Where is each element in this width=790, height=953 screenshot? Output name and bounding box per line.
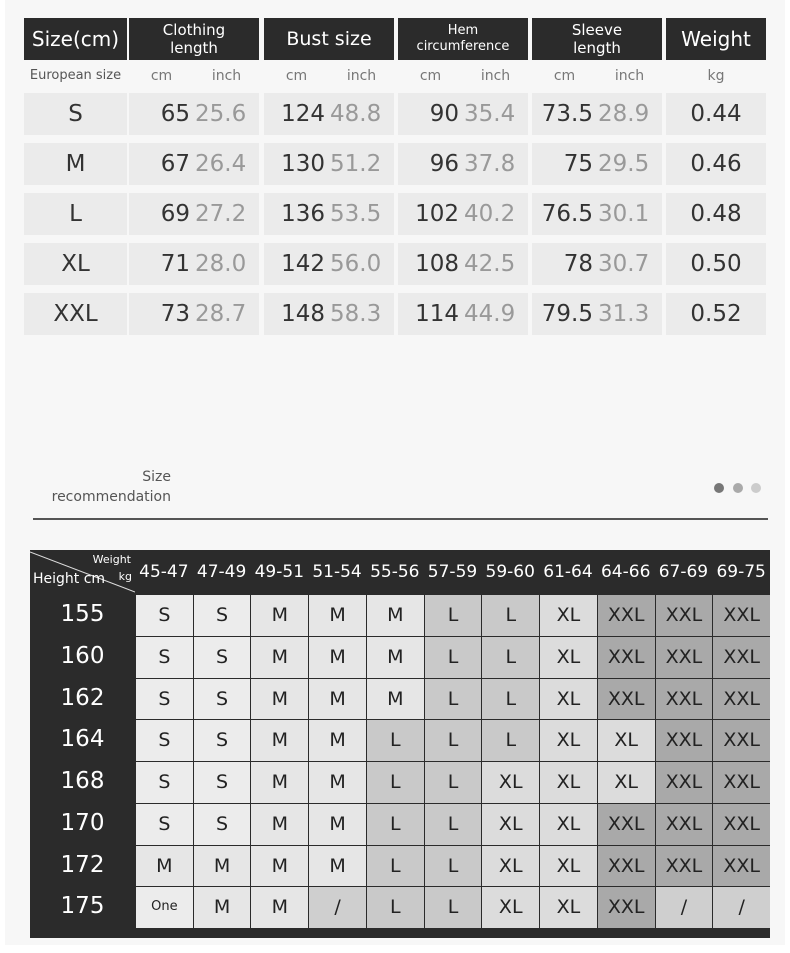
length-inch-value: 26.4 bbox=[195, 151, 247, 177]
size-recommendation-cell: M bbox=[251, 846, 308, 887]
size-recommendation-cell: XXL bbox=[713, 846, 770, 887]
sleeve-cm-value: 75 bbox=[563, 151, 593, 177]
weight-cell bbox=[666, 193, 766, 235]
height-row-header: 155 bbox=[60, 601, 105, 627]
length-cell bbox=[129, 93, 259, 135]
height-row-header: 175 bbox=[60, 893, 105, 920]
size-recommendation-cell: M bbox=[309, 846, 366, 887]
hem-cm-value: 102 bbox=[415, 201, 459, 227]
hem-inch-value: 44.9 bbox=[464, 301, 516, 327]
length-cm-value: 69 bbox=[160, 201, 190, 227]
height-row-header: 164 bbox=[60, 726, 105, 753]
size-recommendation-cell: S bbox=[136, 804, 193, 845]
unit-pair bbox=[264, 68, 394, 90]
size-recommendation-cell: / bbox=[656, 887, 713, 928]
size-recommendation-cell: XXL bbox=[656, 595, 713, 636]
divider bbox=[33, 518, 768, 520]
weight-cell bbox=[666, 143, 766, 185]
sleeve-cell bbox=[532, 243, 662, 285]
sleeve-inch-value: 30.7 bbox=[598, 251, 650, 277]
weight-range-header: 47-49 bbox=[196, 562, 247, 582]
size-recommendation-cell: L bbox=[425, 679, 482, 720]
height-row-header: 168 bbox=[60, 768, 105, 794]
size-recommendation-cell: M bbox=[309, 595, 366, 636]
weight-range-header: 51-54 bbox=[312, 562, 362, 582]
header-clothing-length bbox=[129, 18, 259, 60]
size-label-cell bbox=[24, 243, 127, 285]
size-recommendation-cell: XL bbox=[598, 720, 655, 761]
sleeve-cell bbox=[532, 293, 662, 335]
size-recommendation-cell: XXL bbox=[598, 595, 655, 636]
hem-cell bbox=[398, 243, 528, 285]
weight-range-header: 59-60 bbox=[485, 562, 535, 582]
hem-inch-value: 37.8 bbox=[464, 151, 516, 177]
length-inch-value: 28.7 bbox=[195, 301, 247, 327]
bust-cell bbox=[264, 93, 394, 135]
size-recommendation-cell: L bbox=[482, 637, 539, 678]
weight-range-header: 64-66 bbox=[600, 562, 651, 582]
size-recommendation-cell: S bbox=[194, 762, 251, 803]
length-cm-value: 73 bbox=[160, 301, 190, 327]
weight-range-header: 49-51 bbox=[254, 562, 305, 582]
size-recommendation-cell: L bbox=[367, 720, 424, 761]
sleeve-inch-value: 31.3 bbox=[598, 301, 650, 327]
length-cm-value: 67 bbox=[160, 151, 190, 177]
size-recommendation-cell: XXL bbox=[713, 637, 770, 678]
length-cell bbox=[129, 293, 259, 335]
unit-inch: inch bbox=[211, 68, 242, 84]
weight-range-header: 69-75 bbox=[716, 562, 766, 582]
size-recommendation-cell: S bbox=[194, 804, 251, 845]
hem-inch-value: 35.4 bbox=[464, 101, 516, 127]
hem-cell bbox=[398, 293, 528, 335]
hem-cm-value: 90 bbox=[429, 101, 459, 127]
weight-range-header: 57-59 bbox=[427, 562, 478, 582]
size-recommendation-cell: XXL bbox=[598, 637, 655, 678]
size-recommendation-cell: M bbox=[251, 762, 308, 803]
table-corner-header bbox=[30, 550, 135, 594]
header-sleeve-length bbox=[532, 18, 662, 60]
size-recommendation-cell: S bbox=[136, 595, 193, 636]
weight-value: 0.48 bbox=[690, 201, 742, 227]
size-recommendation-cell: XL bbox=[540, 804, 597, 845]
hem-inch-value: 42.5 bbox=[464, 251, 516, 277]
size-recommendation-cell: M bbox=[367, 679, 424, 720]
size-recommendation-cell: XXL bbox=[656, 637, 713, 678]
size-recommendation-cell: / bbox=[713, 887, 770, 928]
size-recommendation-table bbox=[30, 550, 770, 938]
size-recommendation-cell: XXL bbox=[713, 679, 770, 720]
sleeve-inch-value: 28.9 bbox=[598, 101, 650, 127]
size-recommendation-cell: XL bbox=[482, 846, 539, 887]
size-recommendation-cell: L bbox=[425, 720, 482, 761]
bust-cm-value: 130 bbox=[281, 151, 325, 177]
unit-cm: cm bbox=[150, 68, 173, 84]
kg-label: kg bbox=[118, 570, 132, 583]
hem-cell bbox=[398, 193, 528, 235]
sleeve-cm-value: 79.5 bbox=[541, 301, 593, 327]
sleeve-cm-value: 73.5 bbox=[541, 101, 593, 127]
size-chart-panel bbox=[5, 0, 785, 945]
unit-european-size: European size bbox=[29, 68, 122, 83]
size-recommendation-cell: L bbox=[367, 804, 424, 845]
unit-pair bbox=[129, 68, 259, 90]
hem-cell bbox=[398, 143, 528, 185]
size-recommendation-cell: L bbox=[482, 679, 539, 720]
weight-range-header: 45-47 bbox=[139, 562, 189, 582]
size-recommendation-cell: XL bbox=[540, 720, 597, 761]
size-recommendation-cell: L bbox=[425, 846, 482, 887]
size-recommendation-cell: XL bbox=[540, 762, 597, 803]
size-recommendation-cell: L bbox=[425, 637, 482, 678]
size-recommendation-cell: XL bbox=[540, 595, 597, 636]
sleeve-cm-value: 78 bbox=[563, 251, 593, 277]
size-recommendation-cell: XL bbox=[482, 887, 539, 928]
size-recommendation-cell: XXL bbox=[598, 804, 655, 845]
weight-value: 0.50 bbox=[690, 251, 742, 277]
hem-cell bbox=[398, 93, 528, 135]
size-recommendation-cell: XXL bbox=[656, 762, 713, 803]
size-recommendation-cell: One bbox=[136, 887, 193, 928]
sleeve-cell bbox=[532, 143, 662, 185]
header-sleeve-length-label: Sleeve length bbox=[571, 21, 623, 57]
size-recommendation-cell: M bbox=[309, 762, 366, 803]
size-recommendation-cell: XL bbox=[540, 637, 597, 678]
size-recommendation-cell: L bbox=[367, 846, 424, 887]
weight-value: 0.44 bbox=[690, 101, 742, 127]
size-recommendation-cell: M bbox=[251, 804, 308, 845]
size-recommendation-cell: S bbox=[194, 720, 251, 761]
header-weight bbox=[666, 18, 766, 60]
bust-cell bbox=[264, 143, 394, 185]
size-recommendation-cell: M bbox=[309, 679, 366, 720]
size-recommendation-cell: XXL bbox=[598, 846, 655, 887]
size-recommendation-cell: XXL bbox=[713, 804, 770, 845]
size-recommendation-cell: M bbox=[251, 595, 308, 636]
height-row-header: 170 bbox=[60, 809, 105, 836]
weight-range-header: 67-69 bbox=[658, 562, 709, 582]
carousel-dot[interactable] bbox=[751, 483, 761, 493]
unit-inch: inch bbox=[346, 68, 377, 84]
unit-pair bbox=[398, 68, 528, 90]
length-inch-value: 25.6 bbox=[195, 101, 247, 127]
height-label: Height cm bbox=[33, 571, 106, 587]
size-recommendation-cell: M bbox=[251, 679, 308, 720]
size-recommendation-cell: XL bbox=[482, 762, 539, 803]
weight-value: 0.46 bbox=[690, 151, 742, 177]
sleeve-inch-value: 30.1 bbox=[598, 201, 650, 227]
bust-inch-value: 48.8 bbox=[330, 101, 382, 127]
size-recommendation-cell: / bbox=[309, 887, 366, 928]
header-size-label: Size(cm) bbox=[31, 27, 120, 51]
weight-label: Weight bbox=[92, 553, 131, 566]
height-row-header: 162 bbox=[60, 684, 105, 711]
size-label: M bbox=[65, 151, 86, 177]
sleeve-cell bbox=[532, 93, 662, 135]
header-bust-size-label: Bust size bbox=[286, 27, 372, 50]
size-recommendation-cell: L bbox=[425, 762, 482, 803]
size-recommendation-cell: XL bbox=[598, 762, 655, 803]
size-label: XL bbox=[61, 251, 90, 277]
size-label-cell bbox=[24, 93, 127, 135]
length-inch-value: 27.2 bbox=[195, 201, 247, 227]
weight-cell bbox=[666, 93, 766, 135]
size-recommendation-cell: M bbox=[251, 637, 308, 678]
size-recommendation-cell: XXL bbox=[713, 762, 770, 803]
bust-cell bbox=[264, 293, 394, 335]
size-label-cell bbox=[24, 293, 127, 335]
length-cm-value: 65 bbox=[160, 101, 190, 127]
size-recommendation-cell: M bbox=[136, 846, 193, 887]
size-recommendation-cell: XXL bbox=[598, 887, 655, 928]
carousel-dot-active[interactable] bbox=[714, 483, 724, 493]
unit-inch: inch bbox=[480, 68, 511, 84]
size-recommendation-cell: XXL bbox=[598, 679, 655, 720]
sleeve-cell bbox=[532, 193, 662, 235]
size-recommendation-cell: XXL bbox=[713, 720, 770, 761]
length-cell bbox=[129, 193, 259, 235]
size-recommendation-cell: M bbox=[309, 637, 366, 678]
bust-cm-value: 142 bbox=[281, 251, 325, 277]
size-label-cell bbox=[24, 143, 127, 185]
bust-cell bbox=[264, 193, 394, 235]
carousel-dot[interactable] bbox=[733, 483, 743, 493]
size-recommendation-cell: M bbox=[194, 887, 251, 928]
bust-cm-value: 124 bbox=[281, 101, 325, 127]
size-label: L bbox=[69, 201, 82, 227]
header-hem-circumference bbox=[398, 18, 528, 60]
bust-inch-value: 53.5 bbox=[330, 201, 382, 227]
unit-cm: cm bbox=[553, 68, 576, 84]
size-recommendation-cell: XXL bbox=[656, 846, 713, 887]
hem-cm-value: 114 bbox=[415, 301, 459, 327]
unit-kg: kg bbox=[707, 68, 725, 84]
header-clothing-length-label: Clothing length bbox=[162, 21, 226, 57]
bust-cell bbox=[264, 243, 394, 285]
length-cm-value: 71 bbox=[160, 251, 190, 277]
height-row-header: 160 bbox=[60, 642, 105, 669]
size-recommendation-cell: XL bbox=[540, 887, 597, 928]
size-recommendation-cell: M bbox=[251, 887, 308, 928]
size-recommendation-cell: XXL bbox=[656, 804, 713, 845]
size-recommendation-cell: XL bbox=[540, 846, 597, 887]
size-recommendation-cell: XXL bbox=[713, 595, 770, 636]
bust-cm-value: 136 bbox=[281, 201, 325, 227]
size-recommendation-cell: M bbox=[251, 720, 308, 761]
size-recommendation-cell: XXL bbox=[656, 720, 713, 761]
hem-inch-value: 40.2 bbox=[464, 201, 516, 227]
size-label-cell bbox=[24, 193, 127, 235]
size-recommendation-cell: L bbox=[367, 762, 424, 803]
size-recommendation-cell: M bbox=[309, 720, 366, 761]
sleeve-inch-value: 29.5 bbox=[598, 151, 650, 177]
height-row-header: 172 bbox=[60, 851, 105, 878]
size-recommendation-cell: L bbox=[425, 804, 482, 845]
size-recommendation-cell: L bbox=[425, 887, 482, 928]
size-recommendation-title: Size recommendation bbox=[51, 469, 171, 505]
bust-inch-value: 58.3 bbox=[330, 301, 382, 327]
bust-cm-value: 148 bbox=[281, 301, 325, 327]
length-inch-value: 28.0 bbox=[195, 251, 247, 277]
weight-value: 0.52 bbox=[690, 301, 742, 327]
size-recommendation-cell: M bbox=[367, 595, 424, 636]
size-recommendation-cell: S bbox=[136, 637, 193, 678]
length-cell bbox=[129, 143, 259, 185]
weight-range-header: 61-64 bbox=[543, 562, 593, 582]
header-hem-circumference-label: Hem circumference bbox=[416, 23, 510, 54]
weight-range-header: 55-56 bbox=[370, 562, 420, 582]
weight-cell bbox=[666, 293, 766, 335]
length-cell bbox=[129, 243, 259, 285]
size-recommendation-cell: S bbox=[136, 679, 193, 720]
size-recommendation-cell: XL bbox=[482, 804, 539, 845]
size-recommendation-cell: L bbox=[425, 595, 482, 636]
size-recommendation-cell: S bbox=[194, 595, 251, 636]
bust-inch-value: 56.0 bbox=[330, 251, 382, 277]
size-recommendation-cell: L bbox=[482, 595, 539, 636]
header-bust-size bbox=[264, 18, 394, 60]
size-recommendation-cell: S bbox=[136, 720, 193, 761]
size-recommendation-cell: M bbox=[309, 804, 366, 845]
unit-cm: cm bbox=[285, 68, 308, 84]
size-recommendation-cell: XXL bbox=[656, 679, 713, 720]
unit-inch: inch bbox=[614, 68, 645, 84]
size-recommendation-cell: XL bbox=[540, 679, 597, 720]
sleeve-cm-value: 76.5 bbox=[541, 201, 593, 227]
hem-cm-value: 96 bbox=[429, 151, 459, 177]
hem-cm-value: 108 bbox=[415, 251, 459, 277]
size-recommendation-cell: M bbox=[367, 637, 424, 678]
size-label: XXL bbox=[53, 301, 98, 327]
size-recommendation-cell: L bbox=[482, 720, 539, 761]
header-size bbox=[24, 18, 127, 60]
size-recommendation-cell: S bbox=[194, 637, 251, 678]
header-weight-label: Weight bbox=[681, 27, 751, 51]
size-recommendation-cell: S bbox=[136, 762, 193, 803]
size-recommendation-cell: L bbox=[367, 887, 424, 928]
size-recommendation-cell: S bbox=[194, 679, 251, 720]
weight-cell bbox=[666, 243, 766, 285]
size-label: S bbox=[68, 101, 83, 127]
unit-cm: cm bbox=[419, 68, 442, 84]
size-recommendation-cell: M bbox=[194, 846, 251, 887]
bust-inch-value: 51.2 bbox=[330, 151, 382, 177]
unit-pair bbox=[532, 68, 662, 90]
